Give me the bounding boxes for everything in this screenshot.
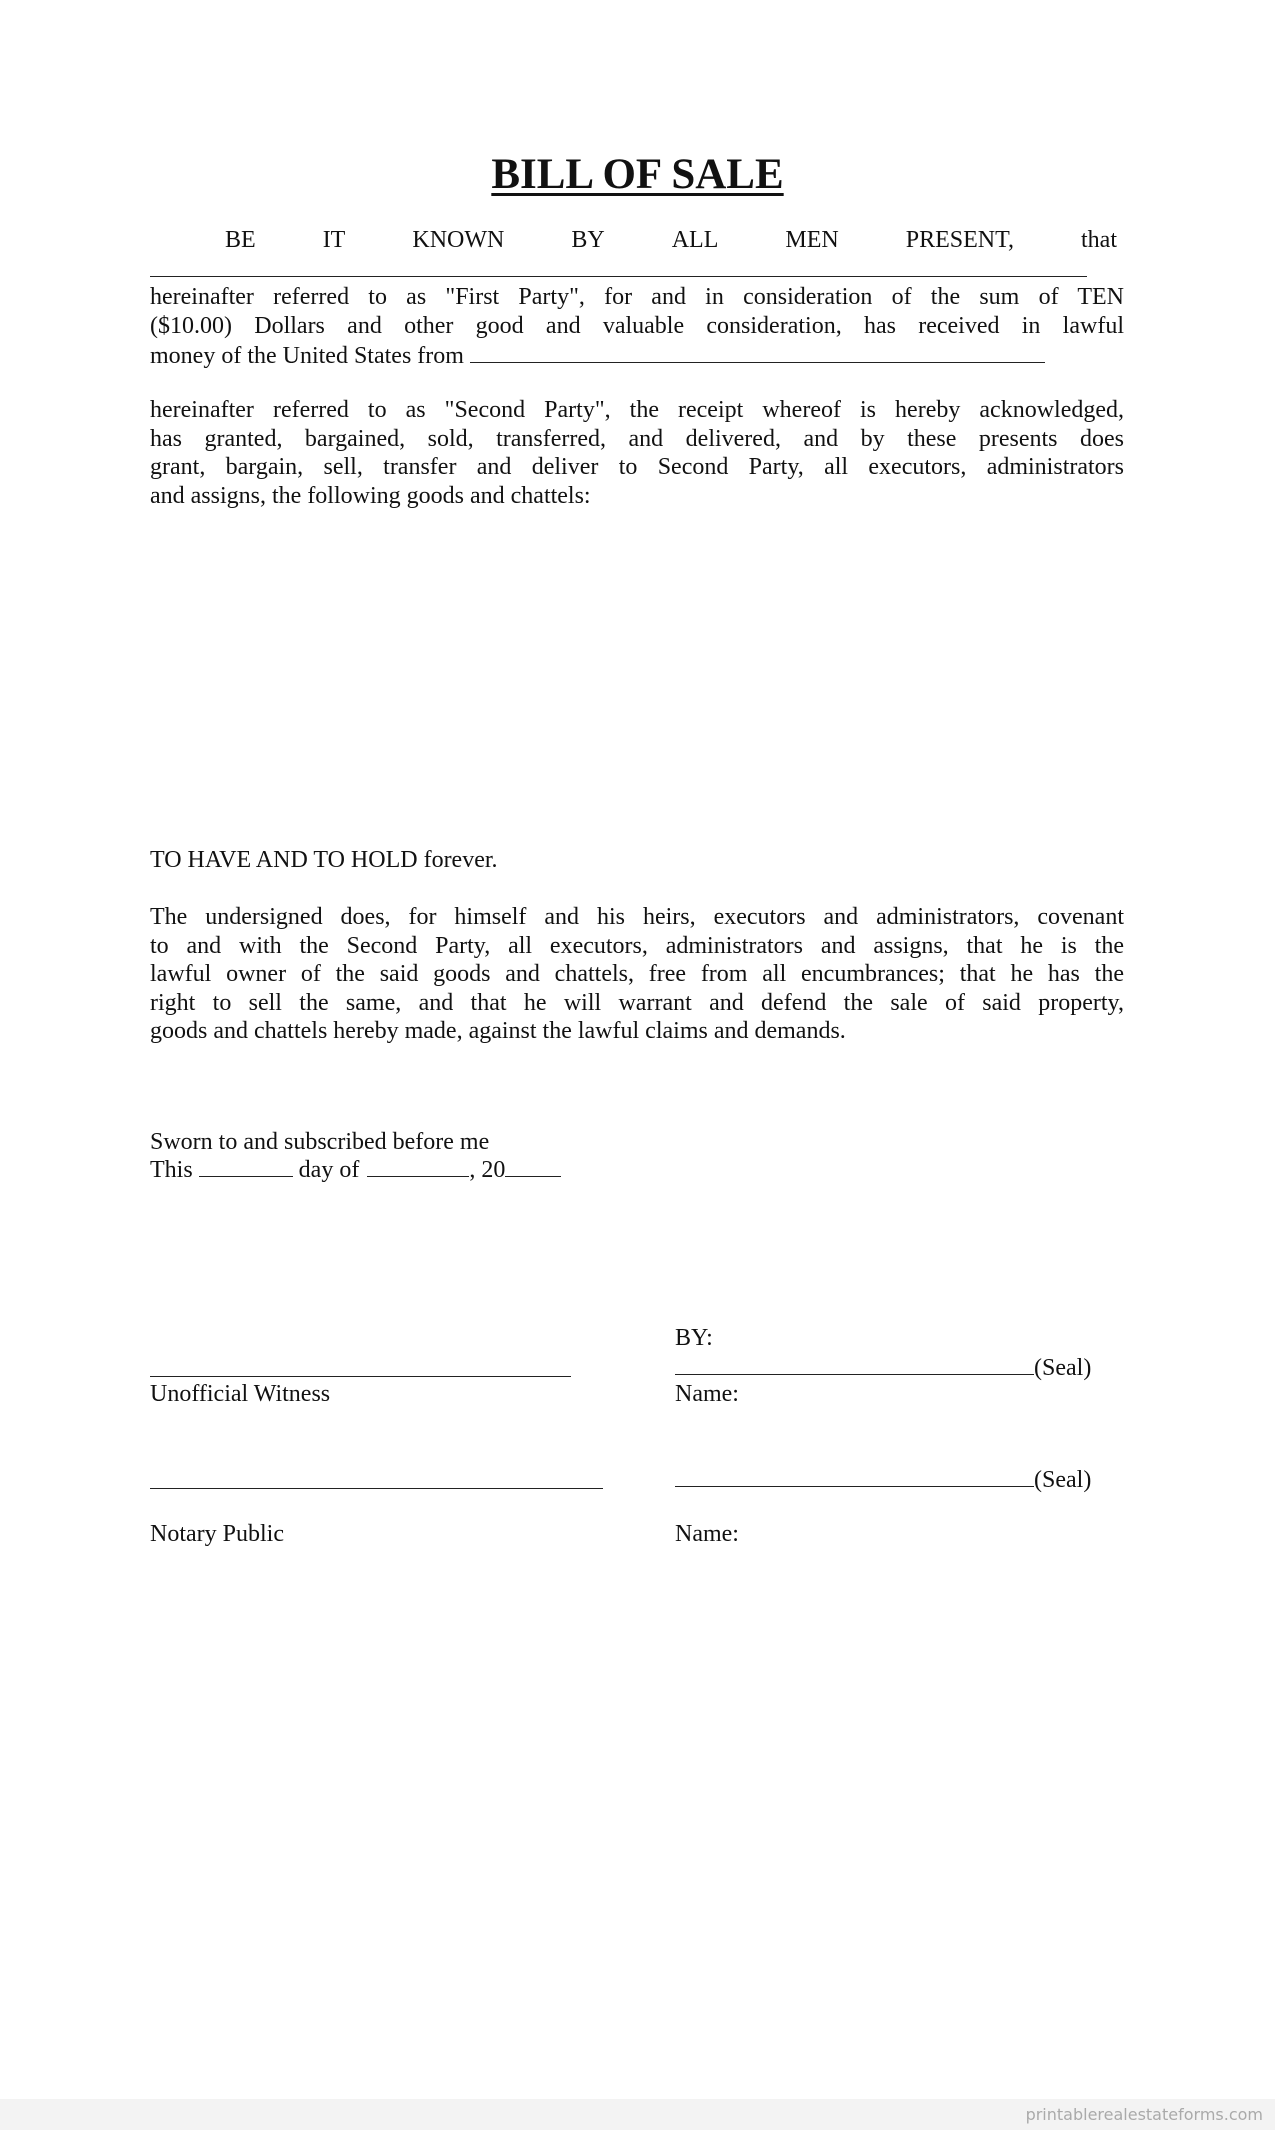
consideration-paragraph — [150, 283, 1124, 371]
known-word: KNOWN — [412, 227, 505, 253]
day-of-label: day of — [298, 1157, 360, 1183]
document-title: BILL OF SALE — [491, 151, 784, 198]
known-word: IT — [322, 227, 346, 253]
notary-label: Notary Public — [150, 1521, 284, 1547]
known-word: that — [1081, 227, 1117, 253]
this-label: This — [150, 1157, 193, 1183]
notary-signature-line[interactable] — [150, 1488, 603, 1489]
year-label: , 20 — [469, 1157, 506, 1183]
known-word: BY — [571, 227, 605, 253]
sworn-statement: Sworn to and subscribed before me — [150, 1129, 490, 1155]
paragraph-line: goods and chattels hereby made, against the lawful claims and demands. — [150, 1018, 846, 1044]
paragraph-line: ($10.00) Dollars and other good and valuable consideration, has received in lawful — [150, 312, 1124, 339]
paragraph-line: hereinafter referred to as "Second Party", the receipt whereof is hereby acknowledged, — [150, 397, 1124, 423]
known-by-all-men-line — [225, 226, 1117, 254]
name-label: Name: — [675, 1521, 739, 1547]
day-blank[interactable] — [199, 1156, 293, 1177]
covenant-paragraph — [150, 903, 1124, 1046]
year-blank[interactable] — [505, 1156, 561, 1177]
known-word: MEN — [785, 227, 839, 253]
paragraph-line: grant, bargain, sell, transfer and deliver to Second Party, all executors, administrators — [150, 454, 1124, 480]
first-party-signature-line[interactable] — [675, 1352, 1034, 1375]
to-have-and-to-hold: TO HAVE AND TO HOLD forever. — [150, 847, 498, 873]
footer-bar — [0, 2099, 1275, 2130]
witness-label: Unofficial Witness — [150, 1381, 331, 1407]
known-word: BE — [225, 227, 256, 253]
second-party-blank-line[interactable] — [470, 340, 1045, 363]
first-party-blank-line[interactable] — [150, 276, 1087, 277]
watermark-text: printablerealestateforms.com — [1025, 2105, 1263, 2124]
paragraph-line-text: money of the United States from — [150, 343, 464, 369]
month-blank[interactable] — [367, 1156, 469, 1177]
paragraph-line: right to sell the same, and that he will warrant and defend the sale of said property, — [150, 989, 1124, 1016]
first-signature-row — [675, 1352, 1091, 1382]
seal-label: (Seal) — [1034, 1355, 1092, 1381]
paragraph-line: and assigns, the following goods and chattels: — [150, 482, 591, 509]
witness-signature-line[interactable] — [150, 1376, 571, 1377]
by-label: BY: — [675, 1325, 713, 1351]
paragraph-line — [150, 340, 1124, 371]
seal-label: (Seal) — [1034, 1467, 1092, 1493]
known-word: ALL — [671, 227, 719, 253]
second-party-signature-line[interactable] — [675, 1464, 1034, 1487]
date-line — [150, 1156, 561, 1184]
second-signature-row — [675, 1464, 1091, 1494]
paragraph-line: to and with the Second Party, all executors, administrators and assigns, that he is the — [150, 932, 1124, 959]
paragraph-line: lawful owner of the said goods and chattels, free from all encumbrances; that he has the — [150, 961, 1124, 987]
paragraph-line: hereinafter referred to as "First Party", for and in consideration of the sum of TEN — [150, 284, 1124, 310]
paragraph-line: The undersigned does, for himself and his heirs, executors and administrators, covenant — [150, 904, 1124, 930]
name-label: Name: — [675, 1381, 739, 1407]
known-word: PRESENT, — [905, 227, 1014, 253]
grant-paragraph — [150, 396, 1124, 510]
paragraph-line: has granted, bargained, sold, transferred, and delivered, and by these presents does — [150, 425, 1124, 452]
